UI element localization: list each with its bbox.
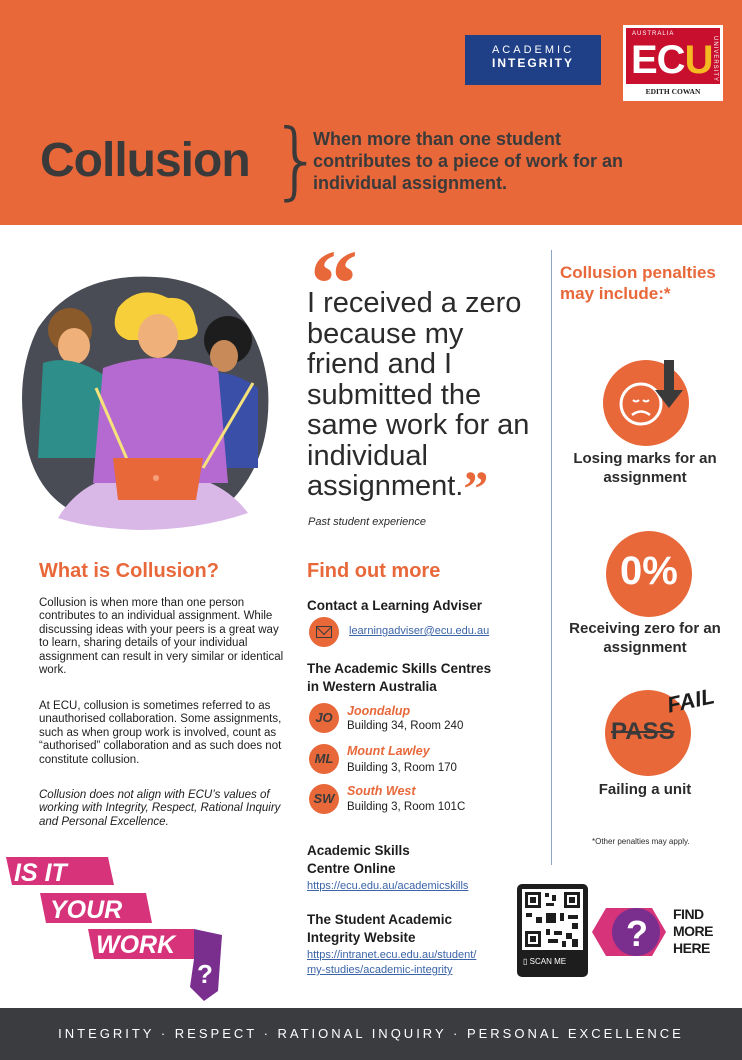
what-is-heading: What is Collusion?	[39, 560, 219, 582]
campus-name-south-west: South West	[347, 784, 416, 798]
integrity-link-line1[interactable]: https://intranet.ecu.edu.au/student/	[307, 949, 477, 961]
svg-text:WORK: WORK	[96, 931, 176, 959]
ecu-letters: ECU	[631, 38, 713, 82]
svg-text:?: ?	[197, 959, 213, 989]
academic-skills-link[interactable]: https://ecu.edu.au/academicskills	[307, 880, 469, 892]
what-is-paragraph-1: Collusion is when more than one person contributes to an individual assignment. While discussing ideas with your peers is a great way to learn, sharing details of your individual assignment can result in very similar or identical work.	[39, 597, 284, 677]
page-subtitle: When more than one student contributes to a piece of work for an individual assignment.	[313, 129, 624, 193]
svg-text:IS IT: IS IT	[14, 859, 67, 887]
open-quote-icon: “	[310, 230, 358, 337]
penalty-failing-unit: Failing a unit	[598, 781, 692, 798]
campus-name-mount-lawley: Mount Lawley	[347, 744, 430, 758]
page-title: Collusion	[40, 134, 250, 187]
campus-room-joondalup: Building 34, Room 240	[347, 720, 464, 732]
footer-values: INTEGRITY · RESPECT · RATIONAL INQUIRY · PERSONAL EXCELLENCE	[58, 1026, 684, 1041]
sad-face-down-arrow-icon	[603, 360, 689, 446]
ecu-logo: AUSTRALIA ECU UNIVERSITY EDITH COWAN	[623, 25, 723, 101]
integrity-heading-line1: The Student Academic	[307, 912, 453, 927]
centres-heading-line2: in Western Australia	[307, 679, 437, 694]
svg-text:YOUR: YOUR	[50, 896, 123, 924]
email-link[interactable]: learningadviser@ecu.edu.au	[349, 625, 490, 637]
campus-room-mount-lawley: Building 3, Room 170	[347, 762, 457, 774]
svg-text:?: ?	[626, 913, 648, 954]
campus-badge-mount-lawley: ML	[309, 744, 339, 774]
is-it-your-work-banner	[4, 855, 226, 1001]
close-quote-icon: ”	[463, 460, 489, 516]
what-is-paragraph-2: At ECU, collusion is sometimes referred to as unauthorised collaboration. Some assignments, such as when group work is involved, count as “authorised” collaboration and as such does not constitute collusion.	[39, 700, 282, 766]
column-divider	[551, 250, 552, 865]
contact-heading: Contact a Learning Adviser	[307, 598, 483, 613]
online-heading-line1: Academic Skills	[307, 843, 410, 858]
pass-fail-icon: PASS FAIL	[605, 690, 691, 776]
mail-icon	[309, 617, 339, 647]
zero-percent-icon: 0%	[606, 531, 692, 617]
qr-code[interactable]	[517, 884, 588, 977]
campus-badge-joondalup: JO	[309, 703, 339, 733]
find-more-here-label: FIND MORE HERE	[673, 906, 713, 956]
what-is-paragraph-3: Collusion does not align with ECU’s values of working with Integrity, Respect, Rational Inquiry and Personal Excellence.	[39, 789, 281, 828]
penalty-footnote: *Other penalties may apply.	[592, 837, 690, 846]
penalty-losing-marks: Losing marks for an assignment	[573, 450, 717, 486]
academic-integrity-logo: ACADEMIC INTEGRITY	[465, 35, 601, 85]
brace-divider: }	[270, 111, 324, 209]
footer-bar	[0, 1008, 742, 1060]
header-banner	[0, 0, 742, 225]
penalties-heading: Collusion penalties may include:*	[560, 263, 716, 303]
integrity-link-line2[interactable]: my-studies/academic-integrity	[307, 964, 453, 976]
penalty-receiving-zero: Receiving zero for an assignment	[569, 620, 721, 656]
scan-me-label: ▯ SCAN ME	[523, 957, 567, 966]
student-quote: I received a zero because my friend and I submitted the same work for an individual assignment.”	[307, 287, 530, 516]
campus-badge-south-west: SW	[309, 784, 339, 814]
campus-name-joondalup: Joondalup	[347, 704, 411, 718]
integrity-heading-line2: Integrity Website	[307, 930, 416, 945]
find-out-heading: Find out more	[307, 560, 441, 582]
students-illustration	[18, 268, 273, 530]
online-heading-line2: Centre Online	[307, 861, 396, 876]
centres-heading-line1: The Academic Skills Centres	[307, 661, 492, 676]
campus-room-south-west: Building 3, Room 101C	[347, 801, 466, 813]
qr-pattern	[522, 889, 583, 950]
question-badge-icon	[592, 904, 672, 960]
quote-source: Past student experience	[308, 516, 427, 528]
